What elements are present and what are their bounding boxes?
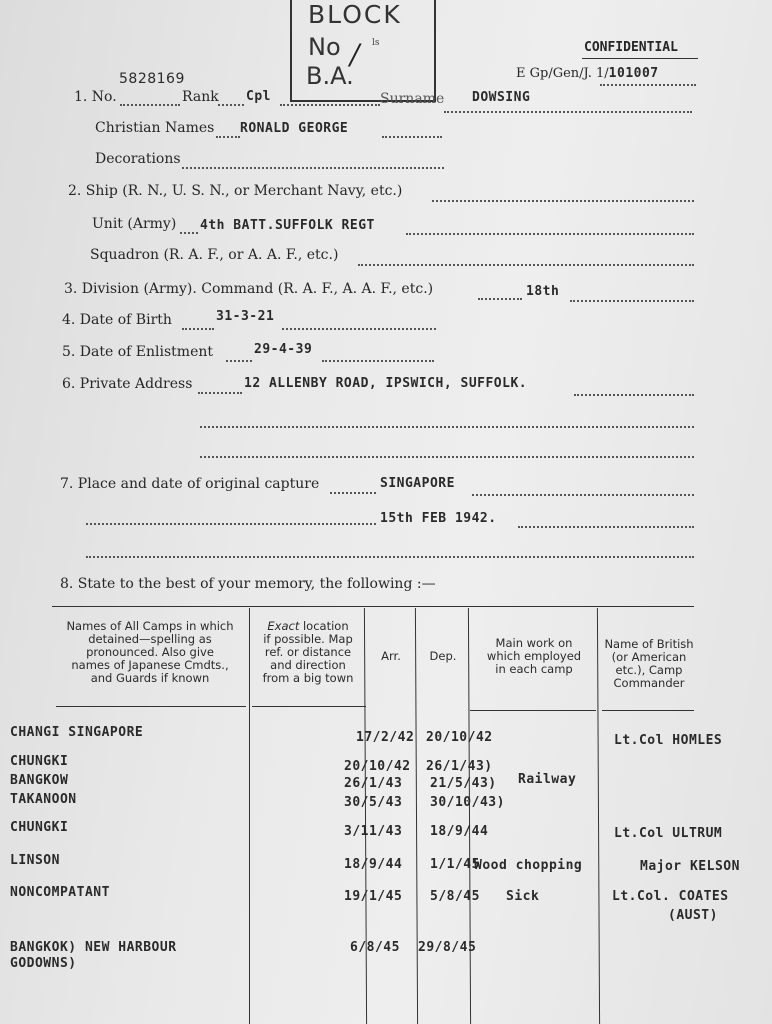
table-row-work: Sick (506, 889, 540, 904)
table-top-rule (52, 606, 694, 607)
rank-value: Cpl (246, 89, 271, 104)
date-of-birth-value: 31-3-21 (216, 309, 275, 324)
field-2-label: 2. Ship (R. N., U. S. N., or Merchant Navy, etc.) (68, 183, 403, 199)
table-row-departure: 26/1/43) (426, 759, 493, 774)
table-row-departure: 5/8/45 (430, 889, 480, 904)
table-row-arrival: 3/11/43 (344, 824, 403, 839)
decorations-label: Decorations (95, 151, 181, 167)
field-3-label: 3. Division (Army). Command (R. A. F., A. A. F., etc.) (64, 281, 434, 297)
dotted-line (180, 232, 198, 234)
capture-place-value: SINGAPORE (380, 476, 455, 491)
header-camp-names: Names of All Camps in which detained—spelling as pronounced. Also give names of Japanese Cmdts., and Guards if known (66, 619, 234, 685)
table-row-commander: Lt.Col HOMLES (614, 733, 723, 748)
table-row-departure: 21/5/43) (430, 776, 497, 791)
table-row-arrival: 6/8/45 (350, 940, 400, 955)
unit-value: 4th BATT.SUFFOLK REGT (200, 218, 375, 233)
table-row-commander: Lt.Col. COATES (612, 889, 729, 904)
dotted-line (280, 104, 380, 106)
table-row-arrival: 26/1/43 (344, 776, 403, 791)
table-row-departure: 30/10/43) (430, 795, 505, 810)
field-4-label: 4. Date of Birth (62, 312, 172, 328)
dotted-line (120, 104, 180, 106)
confidential-label: CONFIDENTIAL (584, 40, 678, 55)
table-row-camp: TAKANOON (10, 792, 77, 807)
table-row-arrival: 30/5/43 (344, 795, 403, 810)
surname-value: DOWSING (472, 90, 531, 105)
table-header-rule (470, 710, 596, 711)
table-header-rule (602, 710, 694, 711)
header-departure: Dep. (429, 649, 457, 663)
dotted-line (226, 360, 252, 362)
table-row-commander: Major KELSON (640, 859, 740, 874)
table-row-arrival: 19/1/45 (344, 889, 403, 904)
dotted-line (444, 111, 692, 113)
header-location-text: location if possible. Map ref. or distance and direction from a big town (262, 619, 354, 685)
dotted-line (574, 394, 694, 396)
table-row-departure: 1/1/45 (430, 857, 480, 872)
private-address-value: 12 ALLENBY ROAD, IPSWICH, SUFFOLK. (244, 376, 528, 391)
capture-date-value: 15th FEB 1942. (380, 511, 497, 526)
stamp-ba-text: B.A. (306, 62, 354, 90)
unit-label: Unit (Army) (92, 216, 177, 232)
dotted-line (182, 328, 214, 330)
field-5-label: 5. Date of Enlistment (62, 344, 214, 360)
form-reference (516, 66, 659, 81)
table-row-camp: CHUNGKI (10, 754, 69, 769)
table-row-arrival: 18/9/44 (344, 857, 403, 872)
stamp-number-label: No (308, 33, 341, 61)
header-location (250, 620, 366, 685)
dotted-line (478, 298, 522, 300)
dotted-line (382, 136, 442, 138)
dotted-line (216, 136, 240, 138)
dotted-line (358, 264, 694, 266)
confidential-underline (582, 58, 698, 59)
squadron-label: Squadron (R. A. F., or A. A. F., etc.) (90, 247, 339, 263)
christian-names-value: RONALD GEORGE (240, 121, 349, 136)
form-ref-prefix: E Gp/Gen/J. 1/ (516, 66, 609, 81)
table-row-camp: BANGKOK) NEW HARBOUR (10, 940, 177, 955)
table-row-camp: BANGKOW (10, 773, 69, 788)
dotted-line (330, 492, 376, 494)
table-header-rule (56, 706, 246, 707)
field-3-value: 18th (526, 284, 560, 299)
header-main-work: Main work on which employed in each camp (486, 636, 582, 676)
service-number: 5828169 (119, 71, 185, 87)
table-row-arrival: 20/10/42 (344, 759, 411, 774)
field-8-label: 8. State to the best of your memory, the following :— (60, 576, 436, 592)
header-arrival: Arr. (381, 649, 401, 663)
dotted-line (218, 104, 244, 106)
dotted-line (200, 456, 694, 458)
dotted-line (406, 233, 694, 235)
table-row-camp: NONCOMPATANT (10, 885, 110, 900)
christian-names-label: Christian Names (95, 120, 215, 136)
rank-label: Rank (182, 89, 219, 105)
field-1-label: 1. No. (74, 89, 117, 105)
stamp-small-mark: ls (372, 38, 380, 48)
dotted-line (322, 360, 434, 362)
table-row-arrival: 17/2/42 (356, 730, 415, 745)
stamp-block-text: BLOCK (308, 0, 402, 29)
dotted-line (432, 200, 694, 202)
table-row-camp: CHUNGKI (10, 820, 69, 835)
dotted-line (86, 556, 694, 558)
table-row-camp: CHANGI SINGAPORE (10, 725, 144, 740)
dotted-line (518, 526, 694, 528)
enlistment-date-value: 29-4-39 (254, 342, 313, 357)
dotted-line (198, 392, 242, 394)
table-row-commander: Lt.Col ULTRUM (614, 826, 723, 841)
table-row-departure: 20/10/42 (426, 730, 493, 745)
surname-label: Surname (380, 91, 445, 107)
field-6-label: 6. Private Address (62, 376, 193, 392)
dotted-line (182, 167, 444, 169)
dotted-line (570, 300, 694, 302)
table-row-camp: GODOWNS) (10, 956, 77, 971)
header-camp-commander: Name of British (or American etc.), Camp Commander (604, 637, 694, 690)
table-header-rule (252, 706, 366, 707)
header-location-emphasis: Exact (267, 619, 300, 633)
dotted-line (200, 426, 694, 428)
table-row-work: Railway (518, 772, 577, 787)
dotted-line (282, 328, 436, 330)
table-row-commander-note: (AUST) (668, 908, 718, 923)
column-divider (415, 608, 418, 1024)
table-row-departure: 29/8/45 (418, 940, 477, 955)
form-ref-number: 101007 (608, 66, 659, 81)
table-row-camp: LINSON (10, 853, 60, 868)
table-row-work: Wood chopping (474, 858, 583, 873)
table-row-departure: 18/9/44 (430, 824, 489, 839)
stamp-handwritten-mark: / (350, 38, 360, 71)
dotted-line (600, 84, 696, 86)
dotted-line (86, 523, 376, 525)
block-stamp (290, 0, 436, 102)
field-7-label: 7. Place and date of original capture (60, 476, 320, 492)
dotted-line (472, 494, 694, 496)
